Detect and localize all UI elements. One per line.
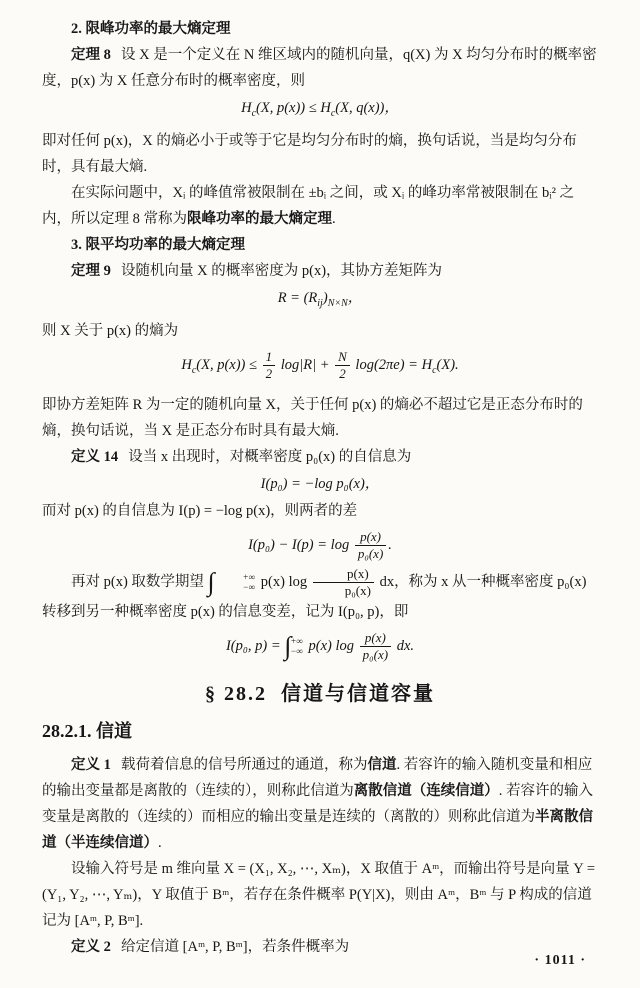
- formula-term: .: [388, 536, 392, 553]
- formula-gaussian-entropy-bound: [42, 345, 598, 391]
- section-number: § 28.2: [205, 683, 267, 706]
- peak-power-remark: [42, 180, 598, 232]
- numerator: p(x): [355, 529, 386, 546]
- subsection-28-2-1-heading: 28.2.1. 信道: [42, 721, 132, 742]
- subscript: c: [191, 364, 197, 376]
- definition-14-paragraph: [42, 444, 598, 470]
- bold-term-channel: 信道: [367, 757, 397, 774]
- text-segment: . 若容许的输入变量是离散的（连续的）而相应的输出变量是连续的（离散的）则称此信道为: [42, 783, 593, 826]
- definition-2-paragraph: [42, 934, 598, 960]
- formula-term: ): [322, 289, 328, 306]
- fraction-p-over-p0: [355, 529, 386, 562]
- subscript: ij: [317, 297, 323, 309]
- uniform-entropy-remark: 即对任何 p(x)，X 的熵必小于或等于它是均匀分布时的熵，换句话说，当是均匀分布时，具有最大熵.: [42, 132, 577, 175]
- subscript: c: [251, 107, 257, 119]
- fraction-n-over-2: [335, 349, 350, 382]
- upper-bound: +∞: [242, 572, 256, 583]
- numerator: p(x): [313, 566, 374, 583]
- heading-peak-power-theorem: 2. 限峰功率的最大熵定理: [71, 21, 231, 37]
- theorem-9-text: 设随机向量 X 的概率密度为 p(x)，其协方差矩阵为: [121, 262, 443, 279]
- formula-term: (X, p(x)) ≤ H: [256, 100, 331, 116]
- definition-1-label: 定义 1: [71, 757, 111, 774]
- integral-bounds: [214, 572, 256, 592]
- formula-self-information: I(p₀) = −log p₀(x)，: [260, 475, 380, 492]
- formula-covariance-matrix: [42, 285, 598, 317]
- section-title: 信道与信道容量: [281, 683, 435, 706]
- formula-term: dx.: [393, 637, 415, 654]
- definition-1-paragraph: [42, 752, 598, 856]
- fraction-p-over-p0: [313, 566, 374, 599]
- expectation-paragraph: [42, 566, 598, 625]
- denominator: 2: [265, 365, 273, 381]
- theorem-8-label: 定理 8: [71, 47, 111, 63]
- section-28-2-heading: [42, 681, 598, 707]
- numerator: N: [335, 349, 350, 366]
- input-output-symbols-paragraph: 设输入符号是 m 维向量 X = (X₁, X₂, ⋯, Xₘ)，X 取值于 Aᵐ，而输出符号是向量 Y = (Y₁, Y₂, ⋯, Yₘ)，Y 取值于 Bᵐ，若存在条件概率 P(Y|X)，则由 Aᵐ，Bᵐ 与 P 构成的信道记为 [Aᵐ, P, Bᵐ].: [42, 861, 596, 930]
- text-segment: . 若容许的输入随机变量和相应的输出变量都是离散的（连续的），则称此信道为: [42, 757, 593, 800]
- formula-term: p(x) log: [304, 637, 358, 654]
- formula-information-variation: [42, 626, 598, 667]
- bold-term-semi-discrete-channel: 半离散信道（半连续信道）: [42, 809, 593, 852]
- formula-term: ，: [347, 289, 363, 306]
- text-segment: 载荷着信息的信号所通过的通道，称为: [121, 757, 368, 774]
- definition-14-label: 定义 14: [71, 448, 119, 465]
- integral-sign: ∫: [284, 631, 292, 661]
- numerator: p(x): [360, 630, 391, 647]
- denominator: 2: [339, 365, 346, 381]
- formula-term: log|R| +: [277, 356, 334, 373]
- formula-term: (X, q(x))，: [335, 100, 399, 116]
- upper-bound: +∞: [290, 636, 303, 647]
- heading-average-power-theorem: 3. 限平均功率的最大熵定理: [71, 236, 245, 253]
- fraction-p-over-p0: [360, 630, 391, 663]
- entropy-of-line: 则 X 关于 p(x) 的熵为: [42, 322, 179, 339]
- denominator: p₀(x): [357, 545, 384, 561]
- formula-term: R = (R: [277, 289, 318, 306]
- gaussian-max-entropy-remark: 即协方差矩阵 R 为一定的随机向量 X，关于任何 p(x) 的熵必不超过它是正态分布时的熵，换句话说，当 X 是正态分布时具有最大熵.: [42, 396, 583, 439]
- formula-term: (X, p(x)) ≤: [196, 356, 261, 373]
- formula-term: (X).: [436, 356, 459, 373]
- definition-2-text: 给定信道 [Aᵐ, P, Bᵐ]，若条件概率为: [121, 939, 350, 956]
- denominator: p₀(x): [362, 646, 389, 662]
- bold-term-peak-power-theorem: 限峰功率的最大熵定理: [187, 210, 332, 227]
- text-segment: 再对 p(x) 取数学期望: [71, 573, 208, 590]
- formula-term: p(x) log: [257, 573, 311, 590]
- subscript: N×N: [327, 297, 348, 309]
- formula-term: I(p₀, p) =: [225, 637, 285, 654]
- definition-2-label: 定义 2: [71, 939, 111, 956]
- subscript: c: [432, 364, 437, 376]
- lower-bound: −∞: [242, 582, 256, 593]
- denominator: p₀(x): [344, 582, 371, 598]
- text-segment: .: [158, 835, 162, 852]
- formula-term: H: [241, 100, 252, 116]
- integral-bounds: [290, 636, 303, 656]
- bold-term-discrete-channel: 离散信道（连续信道）: [353, 783, 499, 800]
- formula-term: log(2πe) = H: [351, 356, 433, 373]
- text-segment: 在实际问题中，Xᵢ 的峰值常被限制在 ±bᵢ 之间，或 Xᵢ 的峰功率常被限制在 bᵢ² 之内，所以定理 8 常称为: [42, 184, 575, 227]
- definition-14-text: 设当 x 出现时，对概率密度 p₀(x) 的自信息为: [128, 448, 412, 465]
- page-number: · 1011 ·: [534, 953, 586, 968]
- integral-sign: ∫: [207, 567, 215, 597]
- formula-term: H: [181, 356, 192, 373]
- theorem-9-label: 定理 9: [71, 262, 111, 279]
- self-information-remark: 而对 p(x) 的自信息为 I(p) = −log p(x)，则两者的差: [42, 502, 358, 519]
- formula-uniform-entropy: [42, 95, 598, 127]
- theorem-8-text: 设 X 是一个定义在 N 维区域内的随机向量，q(X) 为 X 均匀分布时的概率密度，p(x) 为 X 任意分布时的概率密度，则: [42, 47, 597, 89]
- formula-term: I(p₀) − I(p) = log: [248, 536, 353, 553]
- fraction-one-half: [263, 349, 276, 382]
- numerator: 1: [263, 349, 276, 366]
- formula-information-difference: [42, 525, 598, 565]
- lower-bound: −∞: [290, 646, 303, 657]
- theorem-8-paragraph: [42, 42, 598, 94]
- text-segment: .: [332, 210, 336, 227]
- theorem-9-paragraph: [42, 258, 598, 284]
- subscript: c: [330, 107, 336, 119]
- text-segment: dx，称为 x 从一种概率密度 p₀(x) 转移到另一种概率密度 p(x) 的信息变差，记为 I(p₀, p)，即: [42, 573, 587, 620]
